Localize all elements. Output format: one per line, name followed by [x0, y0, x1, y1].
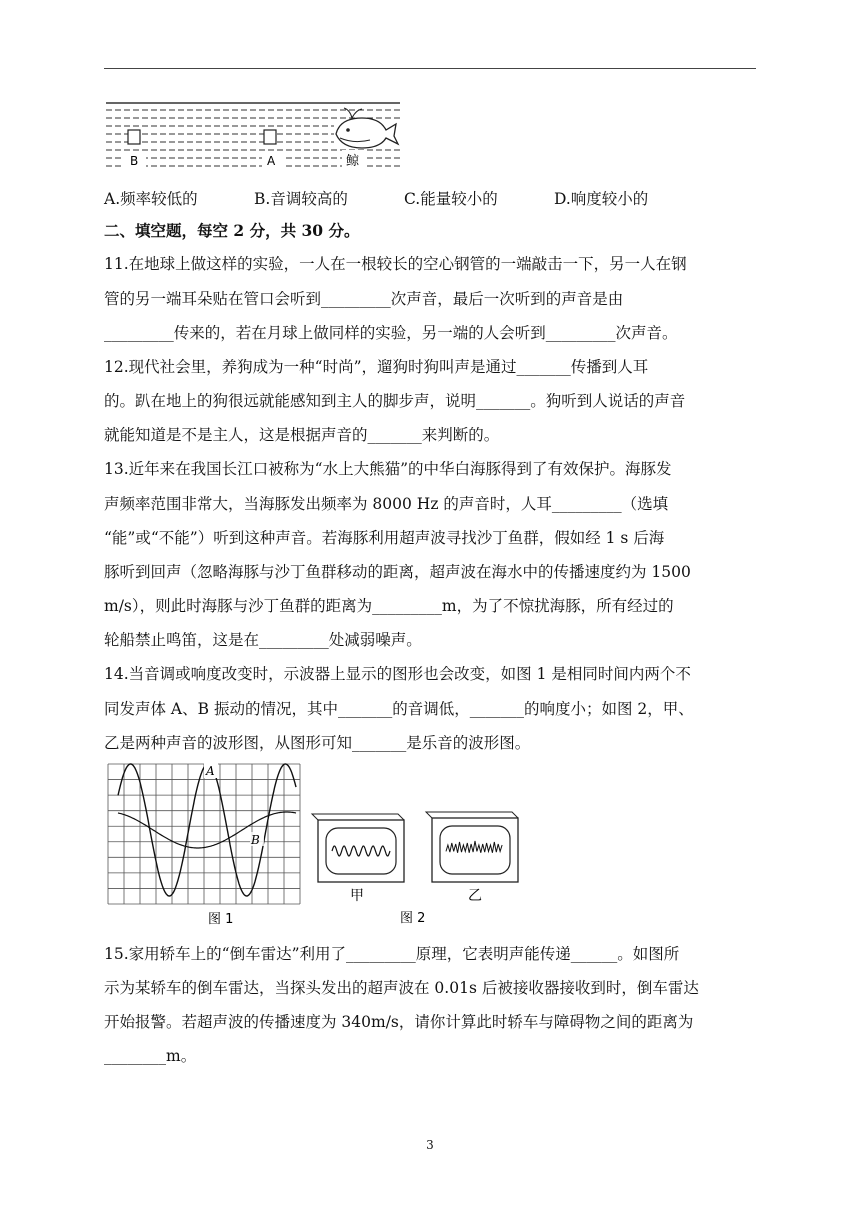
q11-line-1: 11.在地球上做这样的实验，一人在一根较长的空心钢管的一端敲击一下，另一人在钢 — [104, 255, 687, 273]
header-rule — [104, 68, 756, 69]
q11-line-3: _________传来的，若在月球上做同样的实验，另一端的人会听到_________次声音。 — [104, 324, 678, 342]
q15-line-2: 示为某轿车的倒车雷达，当探头发出的超声波在 0.01s 后被接收器接收到时，倒车雷达 — [104, 979, 699, 997]
object-b — [128, 130, 140, 144]
page-number: 3 — [426, 1138, 434, 1152]
q14-line-3: 乙是两种声音的波形图，从图形可知_______是乐音的波形图。 — [104, 734, 531, 752]
wave-b — [118, 812, 296, 848]
object-a — [264, 130, 276, 144]
screen-yi — [426, 812, 518, 882]
q12-line-3: 就能知道是不是主人，这是根据声音的_______来判断的。 — [104, 426, 500, 444]
label-b: B — [130, 154, 139, 168]
q13-line-5: m/s），则此时海豚与沙丁鱼群的距离为_________m，为了不惊扰海豚，所有经过的 — [104, 597, 674, 615]
label-a: A — [267, 154, 276, 168]
whale-icon — [336, 108, 398, 148]
q13-line-3: “能”或“不能”）听到这种声音。若海豚利用超声波寻找沙丁鱼群，假如经 1 s 后海 — [104, 529, 665, 547]
q11-line-2: 管的另一端耳朵贴在管口会听到_________次声音，最后一次听到的声音是由 — [104, 290, 624, 308]
q12-line-1: 12.现代社会里，养狗成为一种“时尚”，遛狗时狗叫声是通过_______传播到人耳 — [104, 358, 649, 376]
section-heading: 二、填空题，每空 2 分，共 30 分。 — [104, 221, 360, 240]
option-d: D.响度较小的 — [554, 190, 649, 208]
fig2-label-jia: 甲 — [350, 888, 364, 904]
q12-line-2: 的。趴在地上的狗很远就能感知到主人的脚步声，说明_______。狗听到人说话的声音 — [104, 392, 686, 410]
q14-line-2: 同发声体 A、B 振动的情况，其中_______的音调低，_______的响度小；如图 2，甲、 — [104, 700, 694, 718]
fig1-label-a: A — [206, 764, 215, 778]
q15-line-3: 开始报警。若超声波的传播速度为 340m/s，请你计算此时轿车与障碍物之间的距离为 — [104, 1013, 694, 1031]
q14-line-1: 14.当音调或响度改变时，示波器上显示的图形也会改变，如图 1 是相同时间内两个不 — [104, 665, 691, 683]
q15-line-4: ________m。 — [104, 1047, 197, 1065]
fig2-caption: 图 2 — [400, 911, 426, 926]
q15-line-1: 15.家用轿车上的“倒车雷达”利用了_________原理，它表明声能传递______。如图所 — [104, 945, 680, 963]
fig1-caption: 图 1 — [208, 912, 234, 927]
option-b: B.音调较高的 — [254, 190, 348, 208]
label-whale: 鲸 — [346, 154, 360, 169]
q13-line-1: 13.近年来在我国长江口被称为“水上大熊猫”的中华白海豚得到了有效保护。海豚发 — [104, 460, 672, 478]
fig2-label-yi: 乙 — [468, 888, 482, 904]
option-a: A.频率较低的 — [104, 190, 198, 208]
sea-figure — [104, 100, 404, 172]
option-c: C.能量较小的 — [404, 190, 498, 208]
q13-line-2: 声频率范围非常大，当海豚发出频率为 8000 Hz 的声音时，人耳_________（选填 — [104, 495, 669, 513]
wave-a — [118, 764, 296, 896]
q13-line-6: 轮船禁止鸣笛，这是在_________处减弱噪声。 — [104, 631, 422, 649]
screen-jia — [312, 814, 404, 882]
figure-2-screens — [310, 810, 530, 930]
fig1-label-b: B — [251, 833, 260, 847]
q13-line-4: 豚听到回声（忽略海豚与沙丁鱼群移动的距离，超声波在海水中的传播速度约为 1500 — [104, 563, 691, 581]
figure-1-waveforms — [104, 760, 304, 930]
